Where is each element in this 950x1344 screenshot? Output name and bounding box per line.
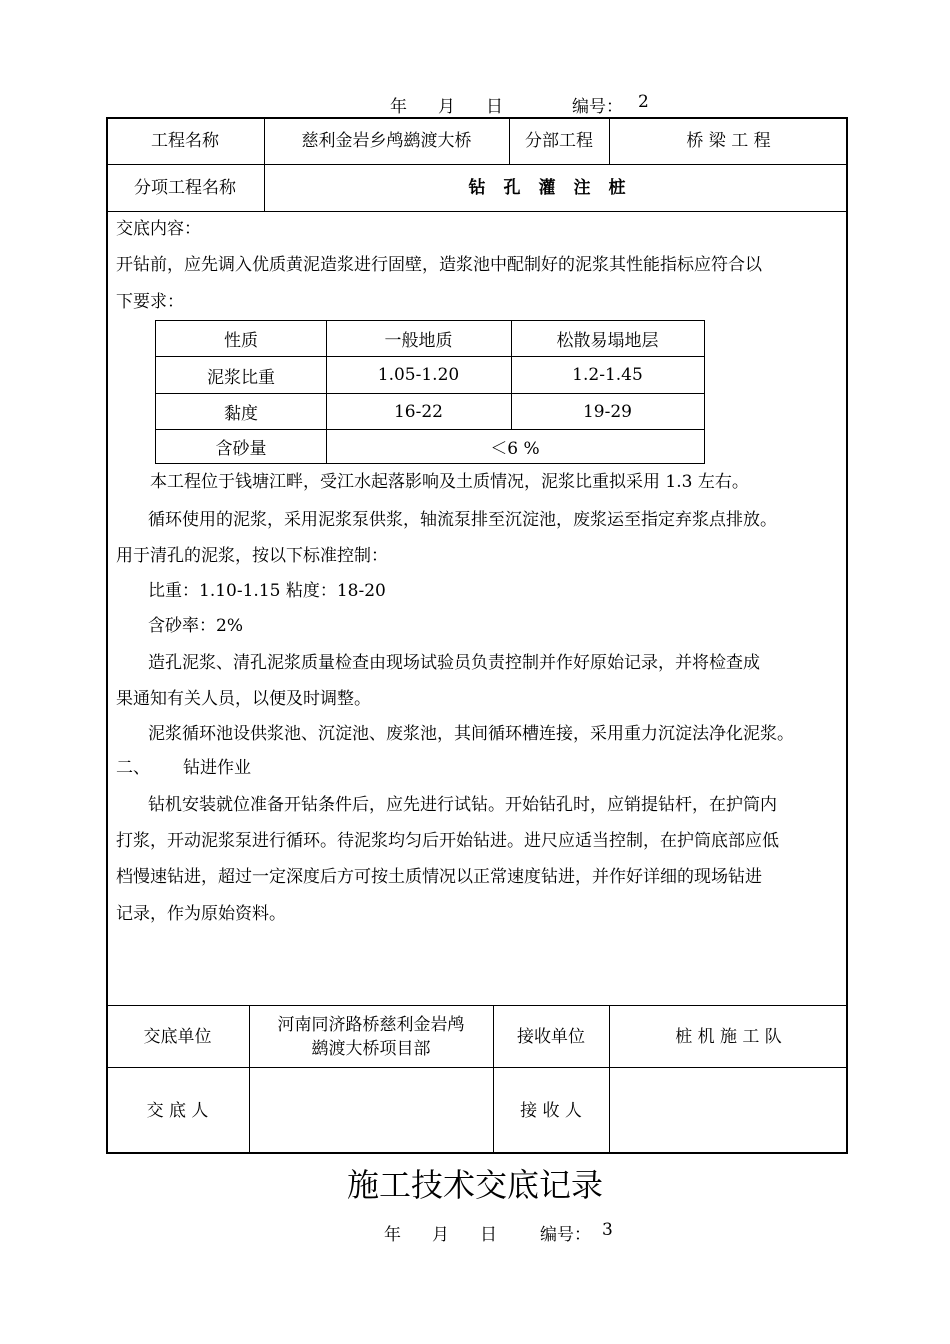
table-header-cell: 性质 bbox=[224, 331, 258, 351]
paragraph-8: 档慢速钻进，超过一定深度后方可按土质情况以正常速度钻进，并作好详细的现场钻进 bbox=[116, 867, 762, 887]
issuer-unit-line: 鹚渡大桥项目部 bbox=[311, 1038, 431, 1059]
paragraph-8: 记录，作为原始资料。 bbox=[116, 904, 286, 924]
paragraph-5: 含砂率：2% bbox=[148, 616, 243, 636]
division-label: 分部工程 bbox=[525, 131, 593, 151]
table-cell: 含砂量 bbox=[215, 439, 267, 459]
issuer-person-label: 交 底 人 bbox=[146, 1101, 209, 1121]
month-label: 月 bbox=[432, 1225, 449, 1245]
issuer-person-field bbox=[249, 1068, 493, 1154]
content-heading: 交底内容： bbox=[116, 219, 201, 239]
paragraph-2: 本工程位于钱塘江畔，受江水起落影响及土质情况，泥浆比重拟采用 1.3 左右。 bbox=[150, 472, 749, 492]
section-2-number: 二、 bbox=[116, 758, 150, 778]
division-value: 桥 梁 工 程 bbox=[686, 131, 771, 151]
record-number: 2 bbox=[638, 92, 649, 112]
issuer-unit-line: 河南同济路桥慈利金岩鸬 bbox=[277, 1014, 465, 1035]
table-cell: 1.2-1.45 bbox=[572, 365, 643, 385]
paragraph-1: 下要求： bbox=[116, 292, 184, 312]
table-cell: 19-29 bbox=[582, 401, 632, 422]
month-label: 月 bbox=[438, 97, 455, 117]
issuer-unit-value bbox=[249, 1006, 493, 1067]
divider bbox=[106, 211, 848, 212]
record-number: 3 bbox=[602, 1220, 613, 1240]
day-label: 日 bbox=[480, 1225, 497, 1245]
paragraph-3: 循环使用的泥浆，采用泥浆泵供浆，轴流泵排至沉淀池，废浆运至指定弃浆点排放。 bbox=[148, 510, 777, 530]
table-cell: 16-22 bbox=[393, 401, 443, 422]
table-header-cell: 一般地质 bbox=[384, 331, 453, 351]
receiver-unit-value: 桩 机 施 工 队 bbox=[675, 1026, 782, 1047]
table-cell: 黏度 bbox=[224, 404, 258, 424]
receiver-person-label: 接 收 人 bbox=[520, 1101, 582, 1121]
day-label: 日 bbox=[486, 97, 503, 117]
table-cell: 1.05-1.20 bbox=[377, 365, 460, 385]
table-cell: ＜6 % bbox=[490, 439, 540, 459]
table-header-cell: 松散易塌地层 bbox=[556, 331, 659, 351]
item-name-value: 钻孔灌注桩 bbox=[468, 178, 644, 198]
paragraph-7: 泥浆循环池设供浆池、沉淀池、废浆池，其间循环槽连接，采用重力沉淀法净化泥浆。 bbox=[148, 724, 794, 744]
document-title: 施工技术交底记录 bbox=[346, 1166, 603, 1204]
year-label: 年 bbox=[390, 97, 407, 117]
receiver-unit-label: 接收单位 bbox=[517, 1026, 585, 1047]
mud-property-table bbox=[155, 320, 705, 464]
receiver-person-field bbox=[609, 1068, 848, 1154]
number-label: 编号： bbox=[540, 1225, 591, 1245]
paragraph-6: 果通知有关人员，以便及时调整。 bbox=[116, 689, 371, 709]
issuer-unit-label: 交底单位 bbox=[143, 1026, 212, 1047]
project-name-label: 工程名称 bbox=[151, 131, 219, 151]
section-2-title: 钻进作业 bbox=[183, 758, 251, 778]
paragraph-3: 用于清孔的泥浆，按以下标准控制： bbox=[116, 546, 388, 566]
number-label: 编号： bbox=[572, 97, 623, 117]
item-name-label: 分项工程名称 bbox=[134, 178, 236, 198]
year-label: 年 bbox=[384, 1225, 401, 1245]
paragraph-1: 开钻前，应先调入优质黄泥造浆进行固壁，造浆池中配制好的泥浆其性能指标应符合以 bbox=[116, 255, 762, 275]
table-cell: 泥浆比重 bbox=[207, 367, 275, 388]
paragraph-8: 打浆，开动泥浆泵进行循环。待泥浆均匀后开始钻进。进尺应适当控制，在护筒底部应低 bbox=[116, 831, 779, 851]
paragraph-6: 造孔泥浆、清孔泥浆质量检查由现场试验员负责控制并作好原始记录，并将检查成 bbox=[148, 653, 760, 673]
paragraph-8: 钻机安装就位准备开钻条件后，应先进行试钻。开始钻孔时，应销提钻杆，在护筒内 bbox=[148, 795, 777, 815]
paragraph-4: 比重：1.10-1.15 粘度：18-20 bbox=[148, 581, 386, 601]
project-name-value: 慈利金岩乡鸬鹚渡大桥 bbox=[301, 131, 472, 151]
